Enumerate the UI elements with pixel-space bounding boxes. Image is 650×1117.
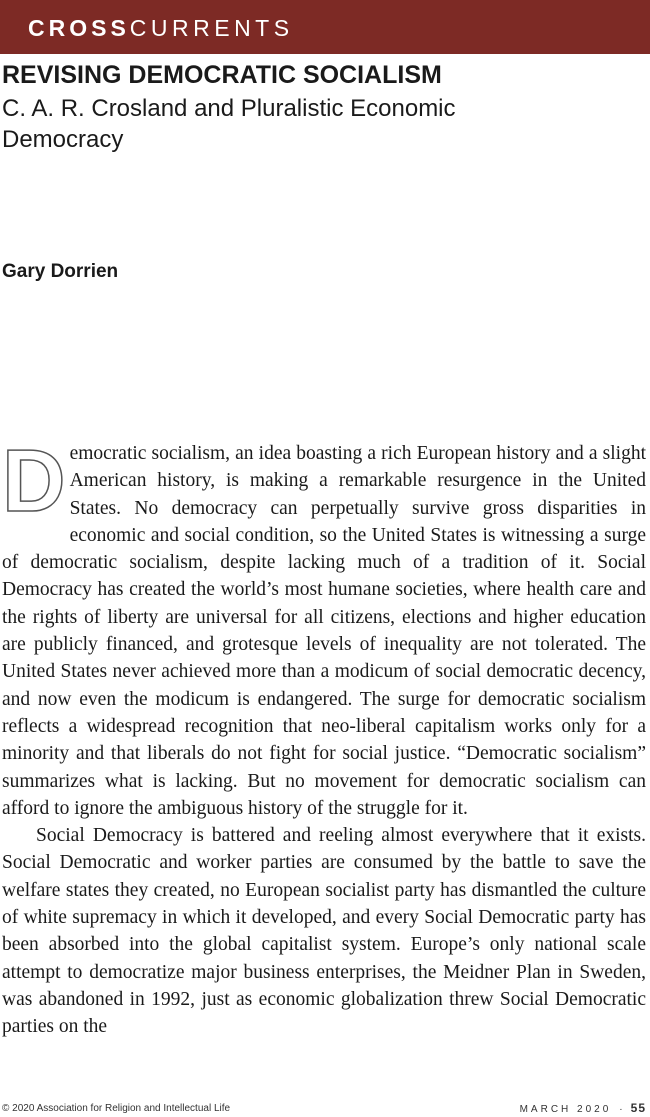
footer-issue: MARCH 2020 xyxy=(519,1104,612,1115)
page-number: 55 xyxy=(630,1101,646,1115)
journal-name-bold: CROSS xyxy=(28,15,130,41)
footer-copyright: © 2020 Association for Religion and Intellectual Life xyxy=(2,1103,231,1114)
article-body xyxy=(2,431,646,1041)
body-paragraph-1 xyxy=(2,431,646,822)
footer-separator: · xyxy=(619,1104,623,1115)
article-subtitle: C. A. R. Crosland and Pluralistic Economic Democracy xyxy=(2,95,456,153)
article-title: REVISING DEMOCRATIC SOCIALISM xyxy=(2,61,442,89)
journal-name-rest: CURRENTS xyxy=(129,15,294,41)
drop-cap: D xyxy=(2,431,66,530)
footer-issue-info xyxy=(520,1101,646,1117)
journal-name xyxy=(28,14,294,42)
body-paragraph-2: Social Democracy is battered and reeling almost everywhere that it exists. Social Democratic and worker parties are consumed by the battle to save the welfare states they created, no European socialist party has dismantled the culture of white supremacy in which it developed, and every Social Democratic party has been absorbed into the global capitalist system. Europe’s only national scale attempt to democratize major business enterprises, the Meidner Plan in Sweden, was abandoned in 1992, just as economic globalization threw Social Democratic parties on the xyxy=(2,825,646,1038)
journal-banner xyxy=(0,0,650,54)
article-author: Gary Dorrien xyxy=(2,261,119,282)
paragraph-1-text: emocratic socialism, an idea boasting a rich European history and a slight American history, is making a remarkable resurgence in the United States. No democracy can perpetually survive gross disparities in economic and social condition, so the United States is witnessing a surge of democratic socialism, despite lacking much of a tradition of it. Social Democracy has created the world’s most humane societies, where health care and the rights of liberty are universal for all citizens, elections and higher education are publicly financed, and grotesque levels of inequality are not tolerated. The United States never achieved more than a modicum of social democratic decency, and now even the modicum is endangered. The surge for democratic socialism reflects a widespread recognition that neo-liberal capitalism works only for a minority and that liberals do not fight for social justice. “Democratic socialism” summarizes what is lacking. But no movement for democratic socialism can afford to ignore the ambiguous history of the struggle for it. xyxy=(2,443,646,819)
